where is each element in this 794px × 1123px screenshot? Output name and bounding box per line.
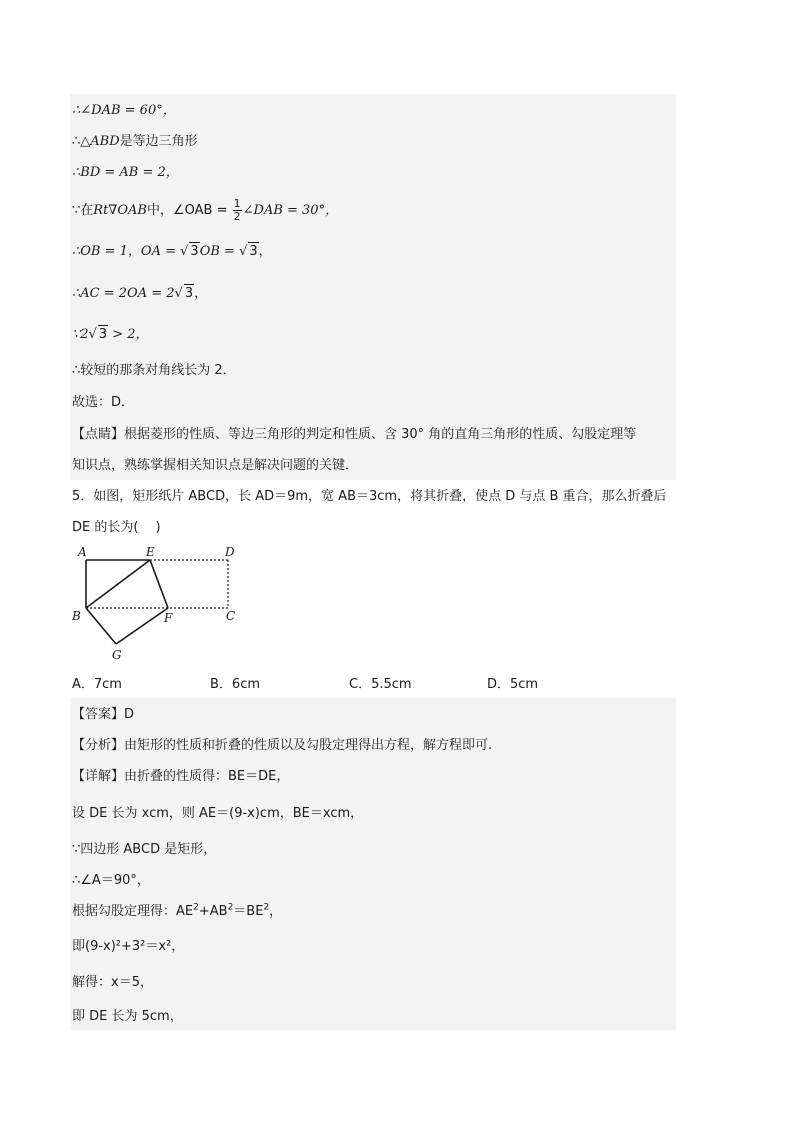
solution-line-8: ∴较短的那条对角线长为 2． [72, 363, 236, 378]
key-point-line-1: 【点睛】根据菱形的性质、等边三角形的判定和性质、含 30° 角的直角三角形的性质、勾股定理等 [72, 427, 637, 442]
option-b[interactable]: B．6cm [210, 677, 261, 692]
solution-line-1: ∴∠DAB = 60°， [72, 103, 176, 118]
label-C: C [226, 609, 236, 623]
label-G: G [112, 648, 122, 662]
sqrt-3: 3 [249, 244, 258, 259]
segment-BE [86, 560, 150, 608]
segment-EF [150, 560, 168, 608]
question-line-2: DE 的长为( ) [72, 520, 161, 535]
analysis-line: 【分析】由矩形的性质和折叠的性质以及勾股定理得出方程，解方程即可. [72, 738, 493, 753]
label-F: F [164, 611, 173, 625]
label-B: B [72, 609, 81, 623]
option-a[interactable]: A．7cm [72, 677, 122, 692]
sqrt-3: 3 [98, 327, 108, 342]
segment-GF [116, 608, 168, 644]
solution-line-9: 故选：D． [72, 395, 135, 410]
sqrt-3: 3 [184, 286, 194, 301]
segment-BG [86, 608, 116, 644]
solution-line-4: ∵在Rt∇OAB中，∠OAB = $\frac{1}{2}$ ∠DAB = 30°， [72, 197, 339, 223]
step-line-1: 设 DE 长为 xcm，则 AE＝(9-x)cm，BE＝xcm， [72, 806, 364, 821]
label-E: E [146, 545, 155, 559]
option-c[interactable]: C．5.5cm [349, 677, 412, 692]
option-d[interactable]: D．5cm [487, 677, 539, 692]
solution-line-5: ∴OB = 1，OA = √ 3OB = √ 3， [72, 244, 272, 259]
answer-line: 【答案】D [72, 707, 135, 722]
solution-line-7: ∵2√ 3 > 2， [72, 327, 149, 342]
folded-rectangle-figure [70, 542, 250, 666]
step-line-4: 根据勾股定理得：$AE^2+AB^2=BE^2$， [72, 902, 283, 919]
solution-line-3: ∴BD = AB = 2， [72, 165, 179, 180]
label-D: D [225, 545, 235, 559]
detail-line: 【详解】由折叠的性质得：BE＝DE， [72, 769, 290, 784]
step-line-5: 即(9-x)²+3²＝x²， [72, 939, 185, 954]
solution-line-2: ∴△ABD是等边三角形 [72, 134, 198, 149]
question-line-1: 5．如图，矩形纸片 ABCD，长 AD＝9m，宽 AB＝3cm，将其折叠，使点 D 与点 B 重合，那么折叠后 [72, 489, 667, 504]
step-line-7: 即 DE 长为 5cm， [72, 1009, 183, 1024]
fraction-one-half: $\frac{1}{2}$ [233, 197, 241, 223]
label-A: A [78, 545, 87, 559]
step-line-6: 解得：x＝5， [72, 975, 153, 990]
solution-line-6: ∴AC = 2OA = 2√ 3， [72, 286, 208, 301]
key-point-line-2: 知识点，熟练掌握相关知识点是解决问题的关键． [72, 458, 359, 473]
sqrt-3: 3 [190, 244, 199, 259]
step-line-2: ∵四边形 ABCD 是矩形， [72, 842, 217, 857]
step-line-3: ∴∠A＝90°， [72, 873, 150, 888]
